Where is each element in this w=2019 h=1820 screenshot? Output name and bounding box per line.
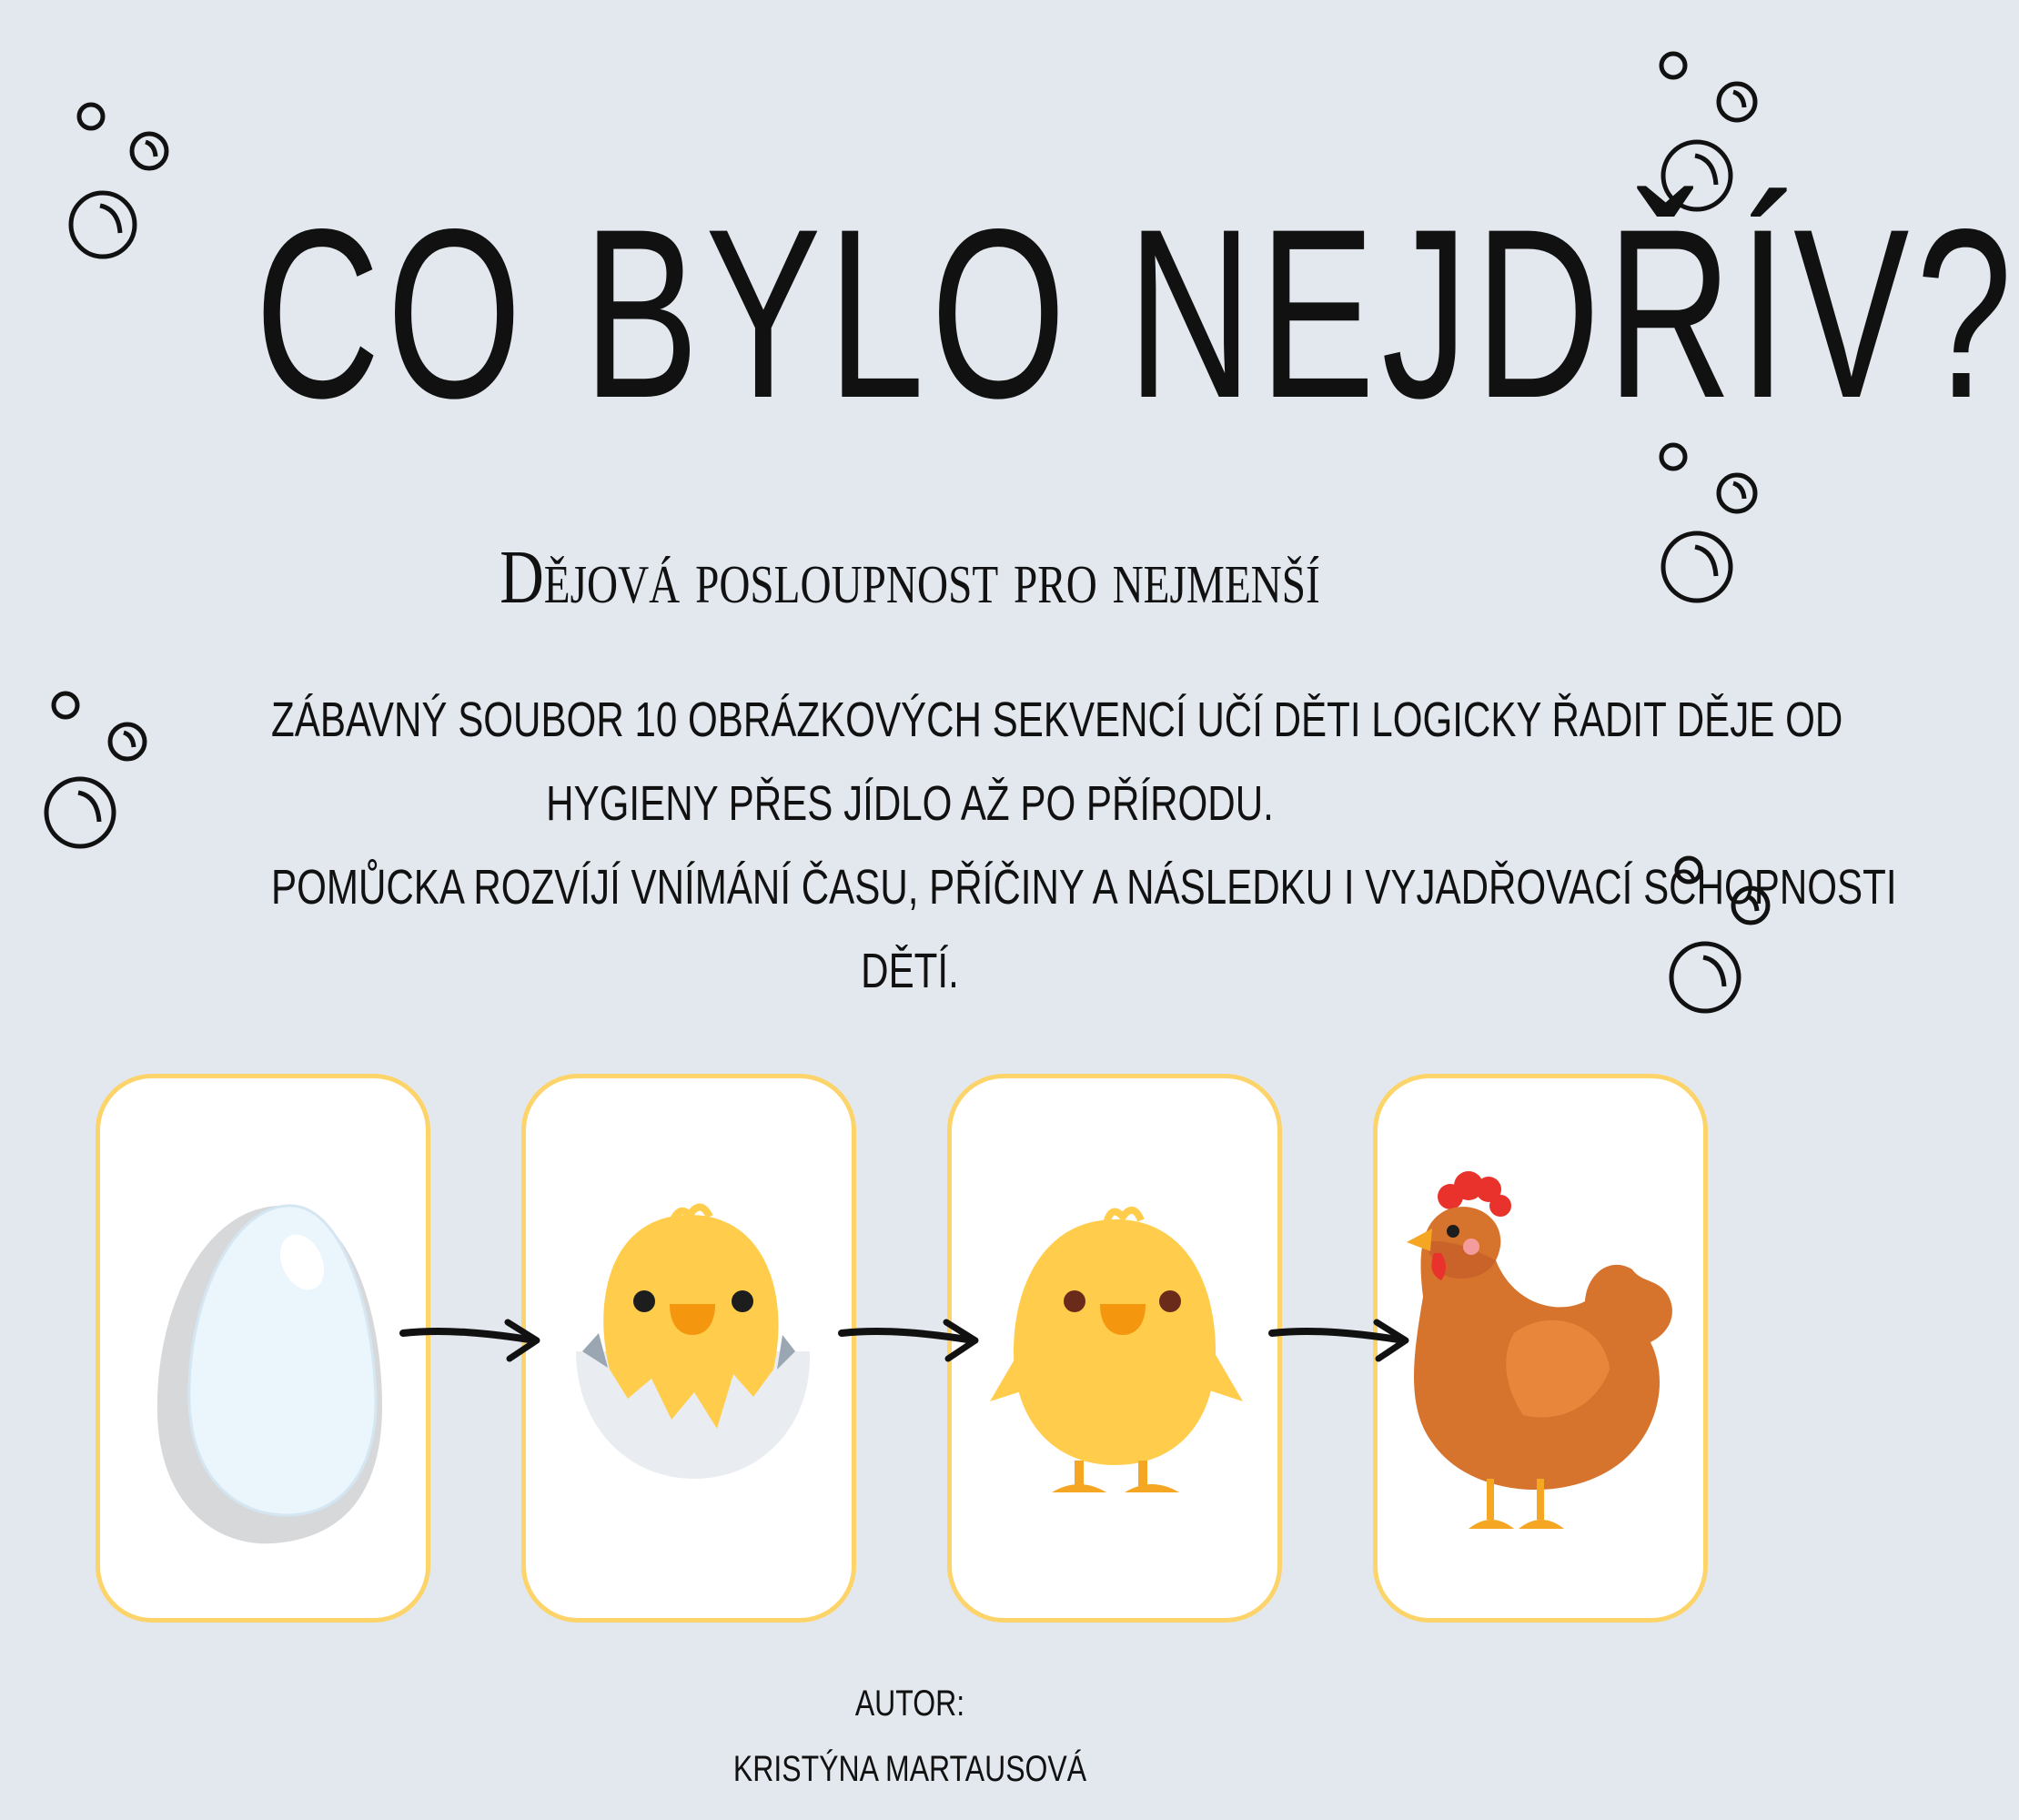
- sequence-card-hen: [1373, 1074, 1708, 1623]
- sequence-card-chick: [947, 1074, 1282, 1623]
- chick-icon: [952, 1078, 1277, 1618]
- description-line: POMŮCKA ROZVÍJÍ VNÍMÁNÍ ČASU, PŘÍČINY A NÁSLEDKU I VYJADŘOVACÍ SCHOPNOSTI: [271, 860, 1897, 915]
- page-title: CO BYLO NEJDŘÍV?: [255, 179, 2019, 449]
- page-subtitle: Dějová posloupnost pro nejmenší: [500, 535, 1320, 620]
- sequence-card-egg: [96, 1074, 430, 1623]
- arrow-right-icon: [837, 1306, 983, 1370]
- description-line: HYGIENY PŘES JÍDLO AŽ PO PŘÍRODU.: [546, 776, 1274, 831]
- bubbles-left: [36, 687, 164, 869]
- description-line: ZÁBAVNÝ SOUBOR 10 OBRÁZKOVÝCH SEKVENCÍ UČÍ DĚTI LOGICKY ŘADIT DĚJE OD: [271, 693, 1843, 747]
- sequence-card-hatching-chick: [521, 1074, 856, 1623]
- author-name: KRISTÝNA MARTAUSOVÁ: [732, 1749, 1087, 1789]
- description: [271, 678, 1897, 1013]
- hatching-chick-icon: [526, 1078, 852, 1618]
- author-label: AUTOR:: [854, 1684, 965, 1724]
- description-line: DĚTÍ.: [861, 944, 959, 998]
- egg-icon: [100, 1078, 426, 1618]
- bubbles-top-left: [55, 91, 182, 273]
- hen-icon: [1378, 1078, 1703, 1618]
- bubbles-mid-right: [1642, 437, 1779, 610]
- arrow-right-icon: [1267, 1306, 1413, 1370]
- arrow-right-icon: [399, 1306, 544, 1370]
